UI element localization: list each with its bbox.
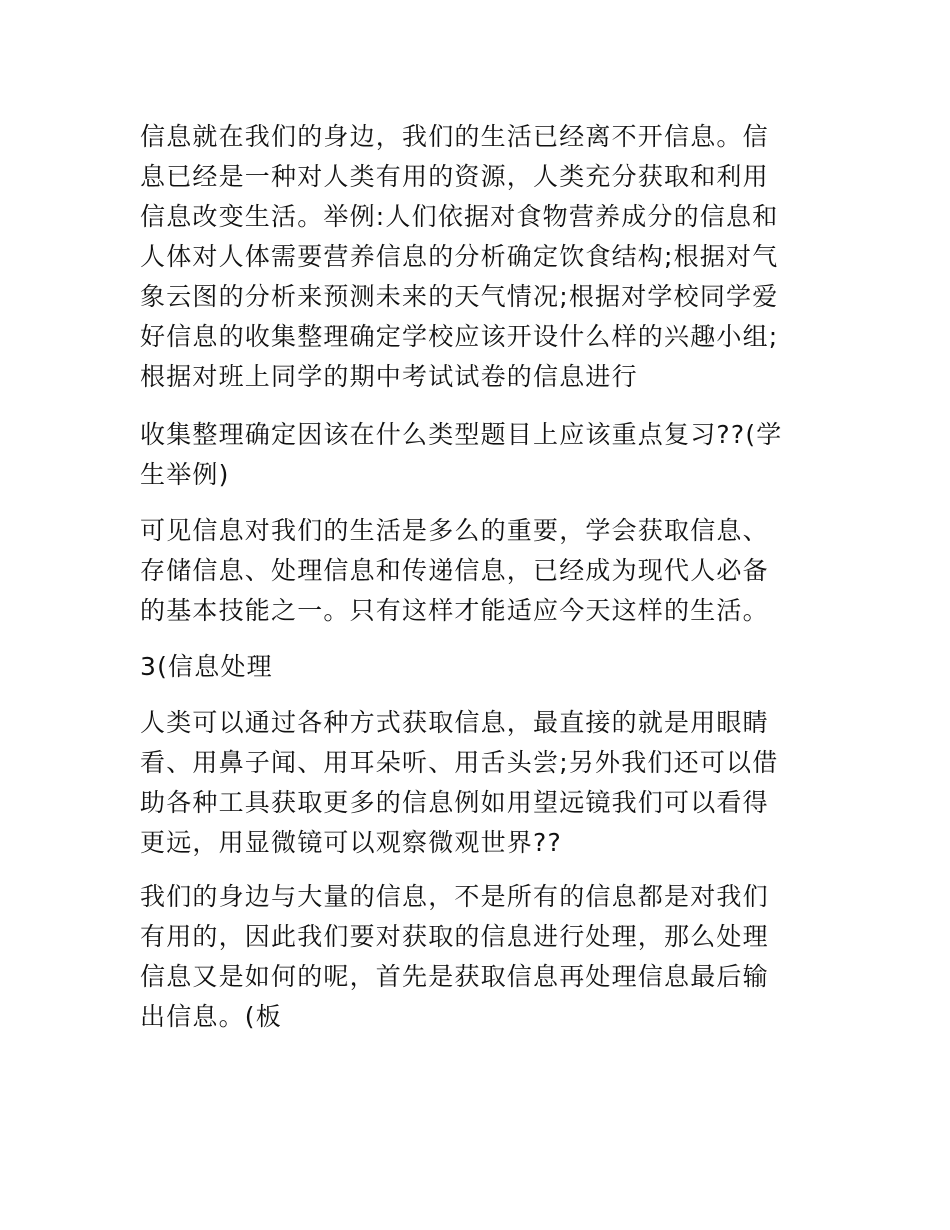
section-heading-information-processing (140, 647, 808, 687)
text-line: 信息就在我们的身边，我们的生活已经离不开信息。信 (140, 122, 769, 151)
paragraph-information-around-us (140, 117, 808, 397)
text-line: 人类可以通过各种方式获取信息，最直接的就是用眼睛 (140, 708, 769, 737)
text-line: 收集整理确定因该在什么类型题目上应该重点复习??(学 (140, 420, 783, 449)
text-line: 出信息。(板 (140, 1002, 282, 1031)
text-line: 信息又是如何的呢，首先是获取信息再处理信息最后输 (140, 962, 769, 991)
text-line: 人体对人体需要营养信息的分析确定饮食结构;根据对气 (140, 242, 779, 271)
text-line: 3(信息处理 (140, 652, 273, 681)
text-line: 存储信息、处理信息和传递信息，已经成为现代人必备 (140, 556, 769, 585)
text-line: 息已经是一种对人类有用的资源，人类充分获取和利用 (140, 162, 769, 191)
paragraph-processing-information (140, 877, 808, 1037)
text-line: 的基本技能之一。只有这样才能适应今天这样的生活。 (140, 596, 769, 625)
text-line: 可见信息对我们的生活是多么的重要，学会获取信息、 (140, 516, 769, 545)
paragraph-review-example (140, 415, 808, 495)
text-line: 更远，用显微镜可以观察微观世界?? (140, 828, 562, 857)
text-line: 信息改变生活。举例:人们依据对食物营养成分的信息和 (140, 202, 779, 231)
text-line: 生举例) (140, 460, 230, 489)
text-line: 看、用鼻子闻、用耳朵听、用舌头尝;另外我们还可以借 (140, 748, 779, 777)
paragraph-importance (140, 511, 808, 631)
text-line: 根据对班上同学的期中考试试卷的信息进行 (140, 362, 638, 391)
paragraph-ways-to-get-information (140, 703, 808, 863)
text-line: 好信息的收集整理确定学校应该开设什么样的兴趣小组; (140, 322, 779, 351)
text-line: 有用的，因此我们要对获取的信息进行处理，那么处理 (140, 922, 769, 951)
text-line: 助各种工具获取更多的信息例如用望远镜我们可以看得 (140, 788, 769, 817)
document-body (140, 117, 808, 1037)
text-line: 象云图的分析来预测未来的天气情况;根据对学校同学爱 (140, 282, 779, 311)
text-line: 我们的身边与大量的信息，不是所有的信息都是对我们 (140, 882, 769, 911)
